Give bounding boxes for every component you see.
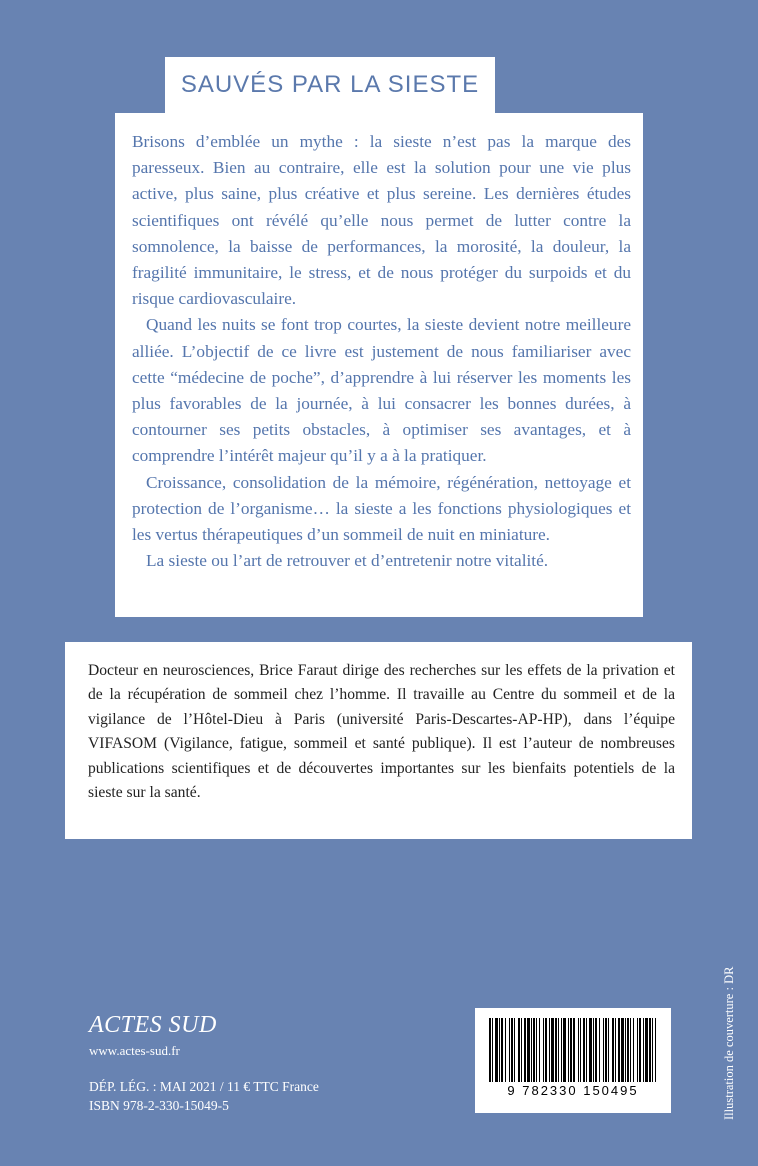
barcode-bar	[593, 1018, 594, 1082]
barcode-bar	[630, 1018, 631, 1082]
barcode-bar	[655, 1018, 656, 1082]
barcode-bar	[536, 1018, 537, 1082]
book-title: SAUVÉS PAR LA SIESTE	[180, 71, 480, 98]
illustration-credit: Illustration de couverture : DR	[722, 966, 736, 1120]
barcode-bar	[627, 1018, 629, 1082]
barcode-bar	[531, 1018, 532, 1082]
barcode-bar	[639, 1018, 641, 1082]
barcode-bar	[625, 1018, 626, 1082]
barcode-bar	[645, 1018, 648, 1082]
barcode	[475, 1008, 671, 1113]
barcode-bar	[580, 1018, 581, 1082]
barcode-bar	[583, 1018, 585, 1082]
barcode-bar	[637, 1018, 638, 1082]
barcode-bar	[555, 1018, 557, 1082]
isbn: ISBN 978-2-330-15049-5	[89, 1098, 229, 1113]
barcode-bar	[558, 1018, 559, 1082]
barcode-bar	[570, 1018, 572, 1082]
blurb-paragraph: Brisons d’emblée un mythe : la sieste n’est pas la marque des paresseux. Bien au contraire, elle est la solution pour une vie plus active, plus saine, plus créative et plus sereine. Les dernières études scientifiques ont révélé qu’elle nous permet de lutter contre la somnolence, la baisse de performances, la morosité, la douleur, la fragilité immunitaire, le stress, et de nous protéger du surpoids et du risque cardiovasculaire.	[132, 132, 631, 309]
barcode-bar	[618, 1018, 620, 1082]
barcode-bar	[605, 1018, 607, 1082]
barcode-bar	[518, 1018, 520, 1082]
barcode-bar	[633, 1018, 634, 1082]
barcode-bars	[489, 1018, 657, 1082]
legal-deposit: DÉP. LÉG. : MAI 2021 / 11 € TTC France	[89, 1079, 319, 1094]
barcode-bar	[543, 1018, 544, 1082]
barcode-bar	[533, 1018, 535, 1082]
blurb-paragraph: Quand les nuits se font trop courtes, la sieste devient notre meilleure alliée. L’objectif de ce livre est justement de nous familiariser avec cette “médecine de poche”, d’apprendre à lui réserver les moments les plus favorables de la journée, à lui consacrer les bonnes durées, à contourner ses petits obstacles, à optimiser ses avantages, et à comprendre l’intérêt majeur qu’il y a à la pratiquer.	[132, 315, 631, 466]
barcode-bar	[573, 1018, 575, 1082]
barcode-bar	[599, 1018, 600, 1082]
barcode-bar	[499, 1018, 500, 1082]
barcode-bar	[492, 1018, 493, 1082]
barcode-digits: 9 782330 150495	[507, 1083, 639, 1098]
barcode-bar	[643, 1018, 644, 1082]
barcode-bar	[501, 1018, 503, 1082]
barcode-bar	[527, 1018, 530, 1082]
barcode-bar	[608, 1018, 609, 1082]
barcode-bar	[551, 1018, 554, 1082]
barcode-bar	[509, 1018, 510, 1082]
author-bio: Docteur en neurosciences, Brice Faraut dirige des recherches sur les effets de la privation et de la récupération de sommeil chez l’homme. Il travaille au Centre du sommeil et de la vigilance de l’Hôtel-Dieu à Paris (université Paris-Descartes-AP-HP), dans l’équipe VIFASOM (Vigilance, fatigue, sommeil et santé publique). Il est l’auteur de nombreuses publications scientifiques et de découvertes importantes sur les bienfaits potentiels de la sieste sur la santé.	[65, 642, 692, 839]
title-box	[165, 57, 495, 113]
barcode-bar	[495, 1018, 498, 1082]
barcode-bar	[549, 1018, 550, 1082]
legal-info	[89, 1077, 319, 1115]
barcode-bar	[561, 1018, 562, 1082]
barcode-bar	[586, 1018, 587, 1082]
barcode-bar	[652, 1018, 653, 1082]
barcode-bar	[545, 1018, 547, 1082]
publisher-website[interactable]: www.actes-sud.fr	[89, 1043, 180, 1058]
barcode-bar	[603, 1018, 604, 1082]
barcode-bar	[563, 1018, 566, 1082]
barcode-bar	[511, 1018, 513, 1082]
barcode-bar	[489, 1018, 491, 1082]
barcode-bar	[595, 1018, 597, 1082]
barcode-bar	[649, 1018, 651, 1082]
barcode-bar	[524, 1018, 526, 1082]
barcode-bar	[578, 1018, 579, 1082]
barcode-bar	[539, 1018, 540, 1082]
barcode-bar	[568, 1018, 569, 1082]
barcode-bar	[589, 1018, 592, 1082]
publisher-logo: ACTES SUD	[89, 1012, 217, 1038]
barcode-bar	[621, 1018, 624, 1082]
barcode-bar	[615, 1018, 616, 1082]
barcode-bar	[514, 1018, 515, 1082]
barcode-bar	[612, 1018, 614, 1082]
blurb-box	[115, 113, 643, 617]
blurb-paragraph: La sieste ou l’art de retrouver et d’entretenir notre vitalité.	[146, 551, 549, 571]
blurb-paragraph: Croissance, consolidation de la mémoire, régénération, nettoyage et protection de l’organisme… la sieste a les fonctions physiologiques et les vertus thérapeutiques d’un sommeil de nuit en miniature.	[132, 472, 631, 545]
barcode-bar	[521, 1018, 522, 1082]
barcode-bar	[505, 1018, 506, 1082]
